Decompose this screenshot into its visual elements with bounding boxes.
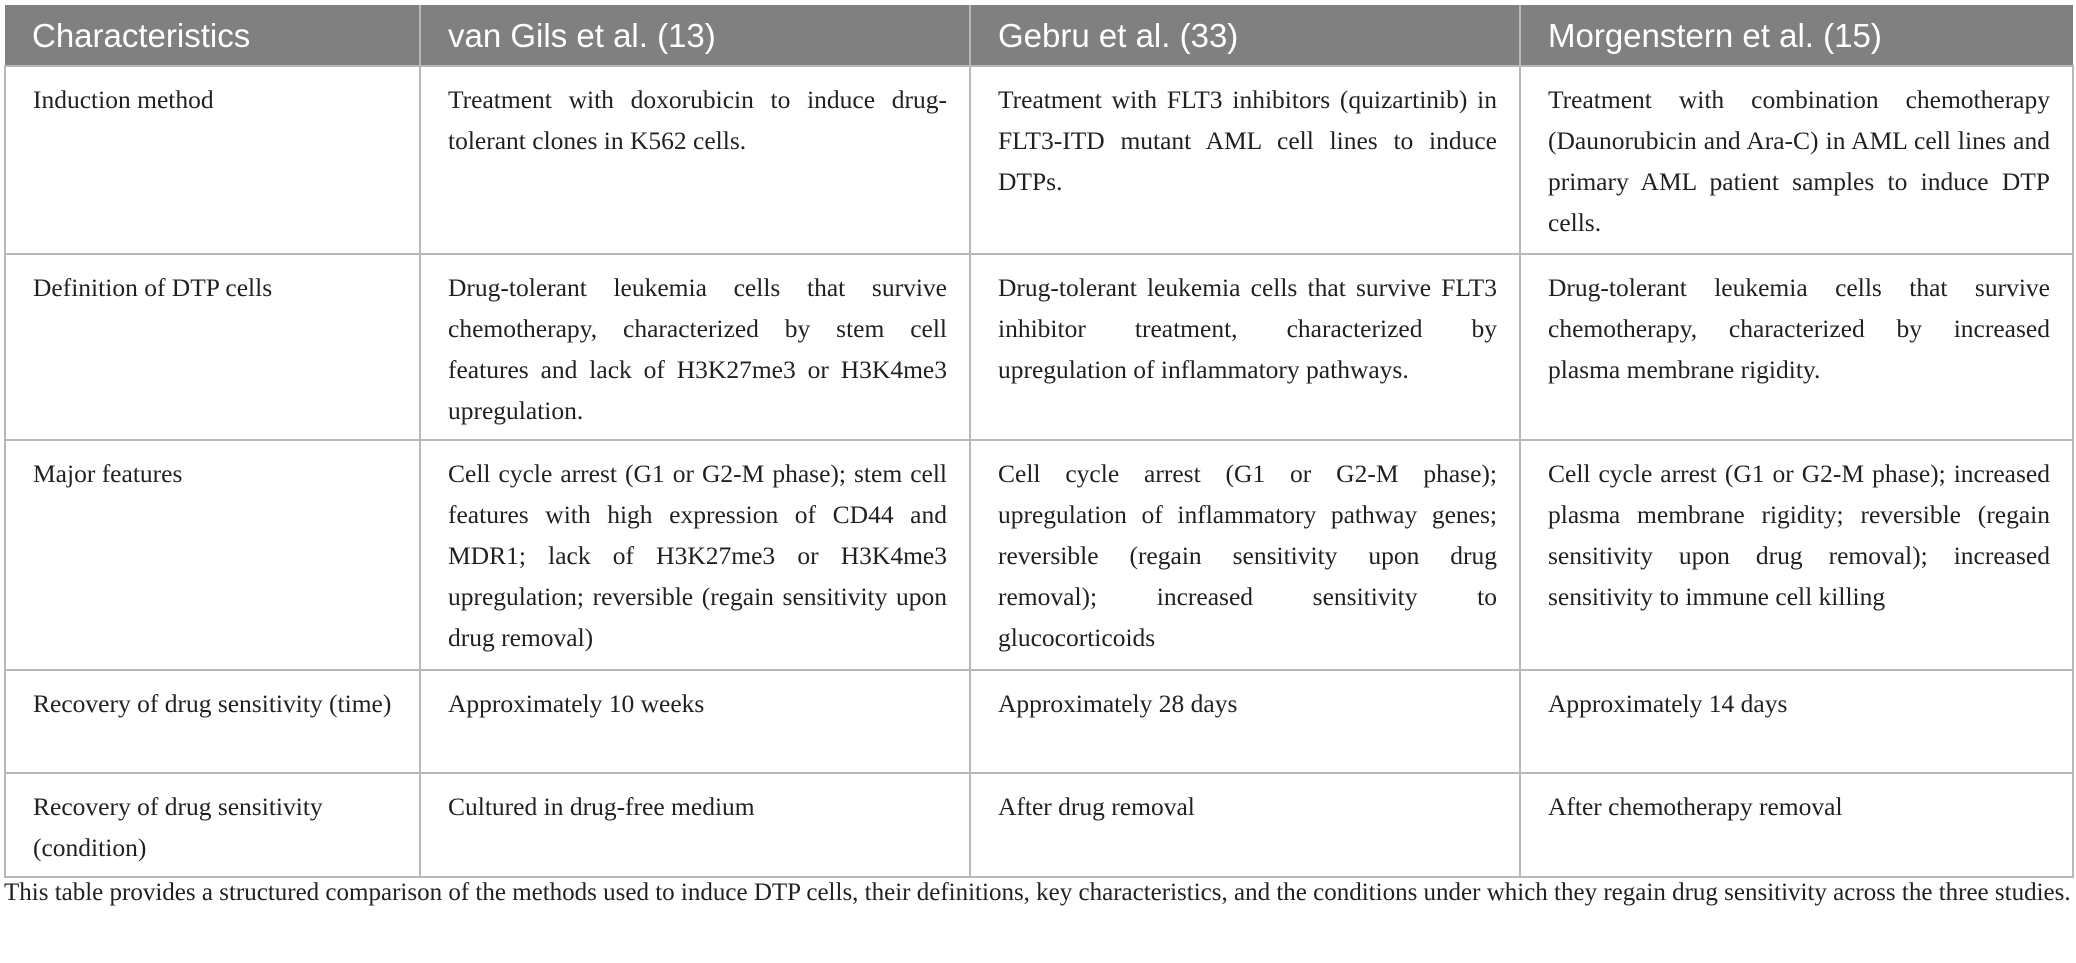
- table-cell: Cell cycle arrest (G1 or G2-M phase); stem cell features with high expression of CD44 and MDR1; lack of H3K27me3 or H3K4me3 upregulation; reversible (regain sensitivity upon drug removal): [420, 440, 970, 670]
- table-cell: Cell cycle arrest (G1 or G2-M phase); upregulation of inflammatory pathway genes; reversible (regain sensitivity upon drug removal); increased sensitivity to glucocorticoids: [970, 440, 1520, 670]
- row-label-induction-method: Induction method: [5, 66, 420, 254]
- table-cell: Drug-tolerant leukemia cells that survive FLT3 inhibitor treatment, characterized by upregulation of inflammatory pathways.: [970, 254, 1520, 440]
- table-header: [5, 5, 2073, 66]
- table-row: [5, 773, 2073, 877]
- row-label-major-features: Major features: [5, 440, 420, 670]
- table-cell: Treatment with combination chemotherapy (Daunorubicin and Ara-C) in AML cell lines and primary AML patient samples to induce DTP cells.: [1520, 66, 2073, 254]
- table-cell: After chemotherapy removal: [1520, 773, 2073, 877]
- table-cell: Treatment with doxorubicin to induce drug-tolerant clones in K562 cells.: [420, 66, 970, 254]
- header-row: [5, 5, 2073, 66]
- table-cell: Treatment with FLT3 inhibitors (quizartinib) in FLT3-ITD mutant AML cell lines to induce DTPs.: [970, 66, 1520, 254]
- table-cell: Approximately 10 weeks: [420, 670, 970, 773]
- table-cell: Drug-tolerant leukemia cells that survive chemotherapy, characterized by stem cell features and lack of H3K27me3 or H3K4me3 upregulation.: [420, 254, 970, 440]
- table-cell: Approximately 28 days: [970, 670, 1520, 773]
- table-row: [5, 670, 2073, 773]
- table-row: [5, 66, 2073, 254]
- table-cell: Cell cycle arrest (G1 or G2-M phase); increased plasma membrane rigidity; reversible (regain sensitivity upon drug removal); increased sensitivity to immune cell killing: [1520, 440, 2073, 670]
- row-label-recovery-condition: Recovery of drug sensitivity (condition): [5, 773, 420, 877]
- table-cell: Approximately 14 days: [1520, 670, 2073, 773]
- table-row: [5, 254, 2073, 440]
- table-body: [5, 66, 2073, 877]
- table-cell: Cultured in drug-free medium: [420, 773, 970, 877]
- table-row: [5, 440, 2073, 670]
- header-gebru: Gebru et al. (33): [970, 5, 1520, 66]
- table-caption: This table provides a structured comparison of the methods used to induce DTP cells, their definitions, key characteristics, and the conditions under which they regain drug sensitivity across the three studies.: [4, 879, 2071, 906]
- row-label-definition: Definition of DTP cells: [5, 254, 420, 440]
- header-van-gils: van Gils et al. (13): [420, 5, 970, 66]
- dtp-comparison-table: [4, 5, 2074, 878]
- comparison-table-container: [4, 5, 2072, 878]
- table-cell: Drug-tolerant leukemia cells that survive chemotherapy, characterized by increased plasma membrane rigidity.: [1520, 254, 2073, 440]
- header-morgenstern: Morgenstern et al. (15): [1520, 5, 2073, 66]
- row-label-recovery-time: Recovery of drug sensitivity (time): [5, 670, 420, 773]
- header-characteristics: Characteristics: [5, 5, 420, 66]
- table-cell: After drug removal: [970, 773, 1520, 877]
